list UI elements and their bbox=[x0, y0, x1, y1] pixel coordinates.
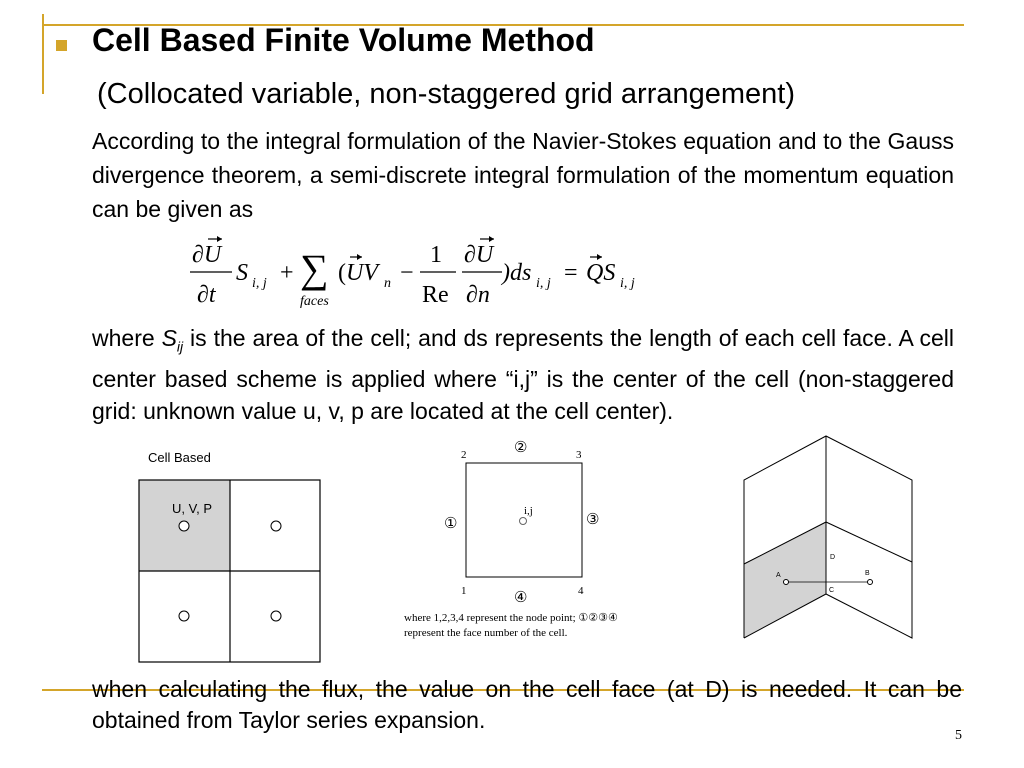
eq-sub-n: n bbox=[384, 276, 391, 291]
cell-description-paragraph bbox=[92, 322, 954, 427]
single-cell-figure bbox=[396, 436, 656, 646]
eq-plus: + bbox=[280, 260, 294, 286]
eq-dU-top-2: ∂U bbox=[464, 242, 494, 268]
note-line-1: where 1,2,3,4 represent the node point; ①②③④ bbox=[404, 612, 618, 624]
fig1-caption: Cell Based bbox=[148, 450, 211, 465]
eq-Re: Re bbox=[422, 282, 449, 308]
point-B-label: B bbox=[865, 570, 870, 577]
node-4-label: 4 bbox=[578, 585, 584, 597]
p2-S: S bbox=[161, 325, 177, 351]
note-line-2: represent the face number of the cell. bbox=[404, 627, 568, 639]
slide-title: Cell Based Finite Volume Method bbox=[92, 22, 595, 58]
cell-based-figure bbox=[130, 446, 330, 668]
intro-paragraph: According to the integral formulation of the Navier-Stokes equation and to the Gauss divergence theorem, a semi-discrete integral formulation of the momentum equation can be given as bbox=[92, 128, 954, 222]
p2-where: where bbox=[92, 325, 162, 351]
momentum-equation bbox=[180, 232, 660, 316]
eq-dU-top: ∂U bbox=[192, 242, 222, 268]
flux-paragraph: when calculating the flux, the value on the cell face (at D) is needed. It can be obtained from Taylor series expansion. bbox=[92, 676, 962, 733]
node-1-label: 1 bbox=[461, 585, 467, 597]
eq-dn: ∂n bbox=[466, 282, 490, 308]
eq-QS: QS bbox=[586, 260, 616, 286]
p2-ij: ij bbox=[176, 338, 184, 355]
node-3-label: 3 bbox=[576, 449, 582, 461]
p2-rest: is the area of the cell; and ds represents the length of each cell face. A cell center based scheme is applied where “i,j” is the center of the cell (non-staggered grid: unknown value u, v, p are located at the cell center). bbox=[92, 325, 954, 424]
eq-sub-ij-2: i, j bbox=[536, 276, 551, 291]
node-2-label: 2 bbox=[461, 449, 467, 461]
point-B-marker bbox=[868, 580, 873, 585]
eq-equals: = bbox=[564, 260, 578, 286]
eq-open-paren: ( bbox=[338, 260, 346, 286]
point-A-label: A bbox=[776, 572, 781, 579]
eq-sub-ij-1: i, j bbox=[252, 276, 267, 291]
face-4-label: ④ bbox=[514, 590, 528, 606]
left-rule bbox=[42, 14, 44, 94]
face-2-label: ② bbox=[514, 440, 528, 456]
face-3-label: ③ bbox=[586, 512, 600, 528]
cell-center-marker bbox=[271, 611, 281, 621]
cell-center-marker bbox=[179, 611, 189, 621]
eq-UV: UV bbox=[346, 260, 378, 286]
point-D-label: D bbox=[830, 554, 836, 561]
eq-one: 1 bbox=[430, 242, 442, 268]
eq-faces: faces bbox=[300, 294, 329, 309]
title-bullet bbox=[56, 40, 67, 51]
face-1-label: ① bbox=[444, 516, 458, 532]
point-A-marker bbox=[784, 580, 789, 585]
point-C-label: C bbox=[829, 587, 835, 594]
cell-center-marker bbox=[179, 521, 189, 531]
eq-dt: ∂t bbox=[197, 282, 216, 308]
center-marker bbox=[520, 518, 527, 525]
cell-center-marker bbox=[271, 521, 281, 531]
slide-subtitle: (Collocated variable, non-staggered grid arrangement) bbox=[97, 78, 795, 110]
center-label: i,j bbox=[524, 505, 533, 517]
eq-minus: − bbox=[400, 260, 414, 286]
eq-close-ds: )ds bbox=[502, 260, 532, 286]
eq-sub-ij-3: i, j bbox=[620, 276, 635, 291]
page-number: 5 bbox=[955, 728, 962, 743]
fig1-label: U, V, P bbox=[172, 501, 212, 516]
eq-S: S bbox=[236, 260, 248, 286]
eq-sum: ∑ bbox=[300, 246, 329, 291]
skewed-cells-figure bbox=[736, 432, 916, 648]
